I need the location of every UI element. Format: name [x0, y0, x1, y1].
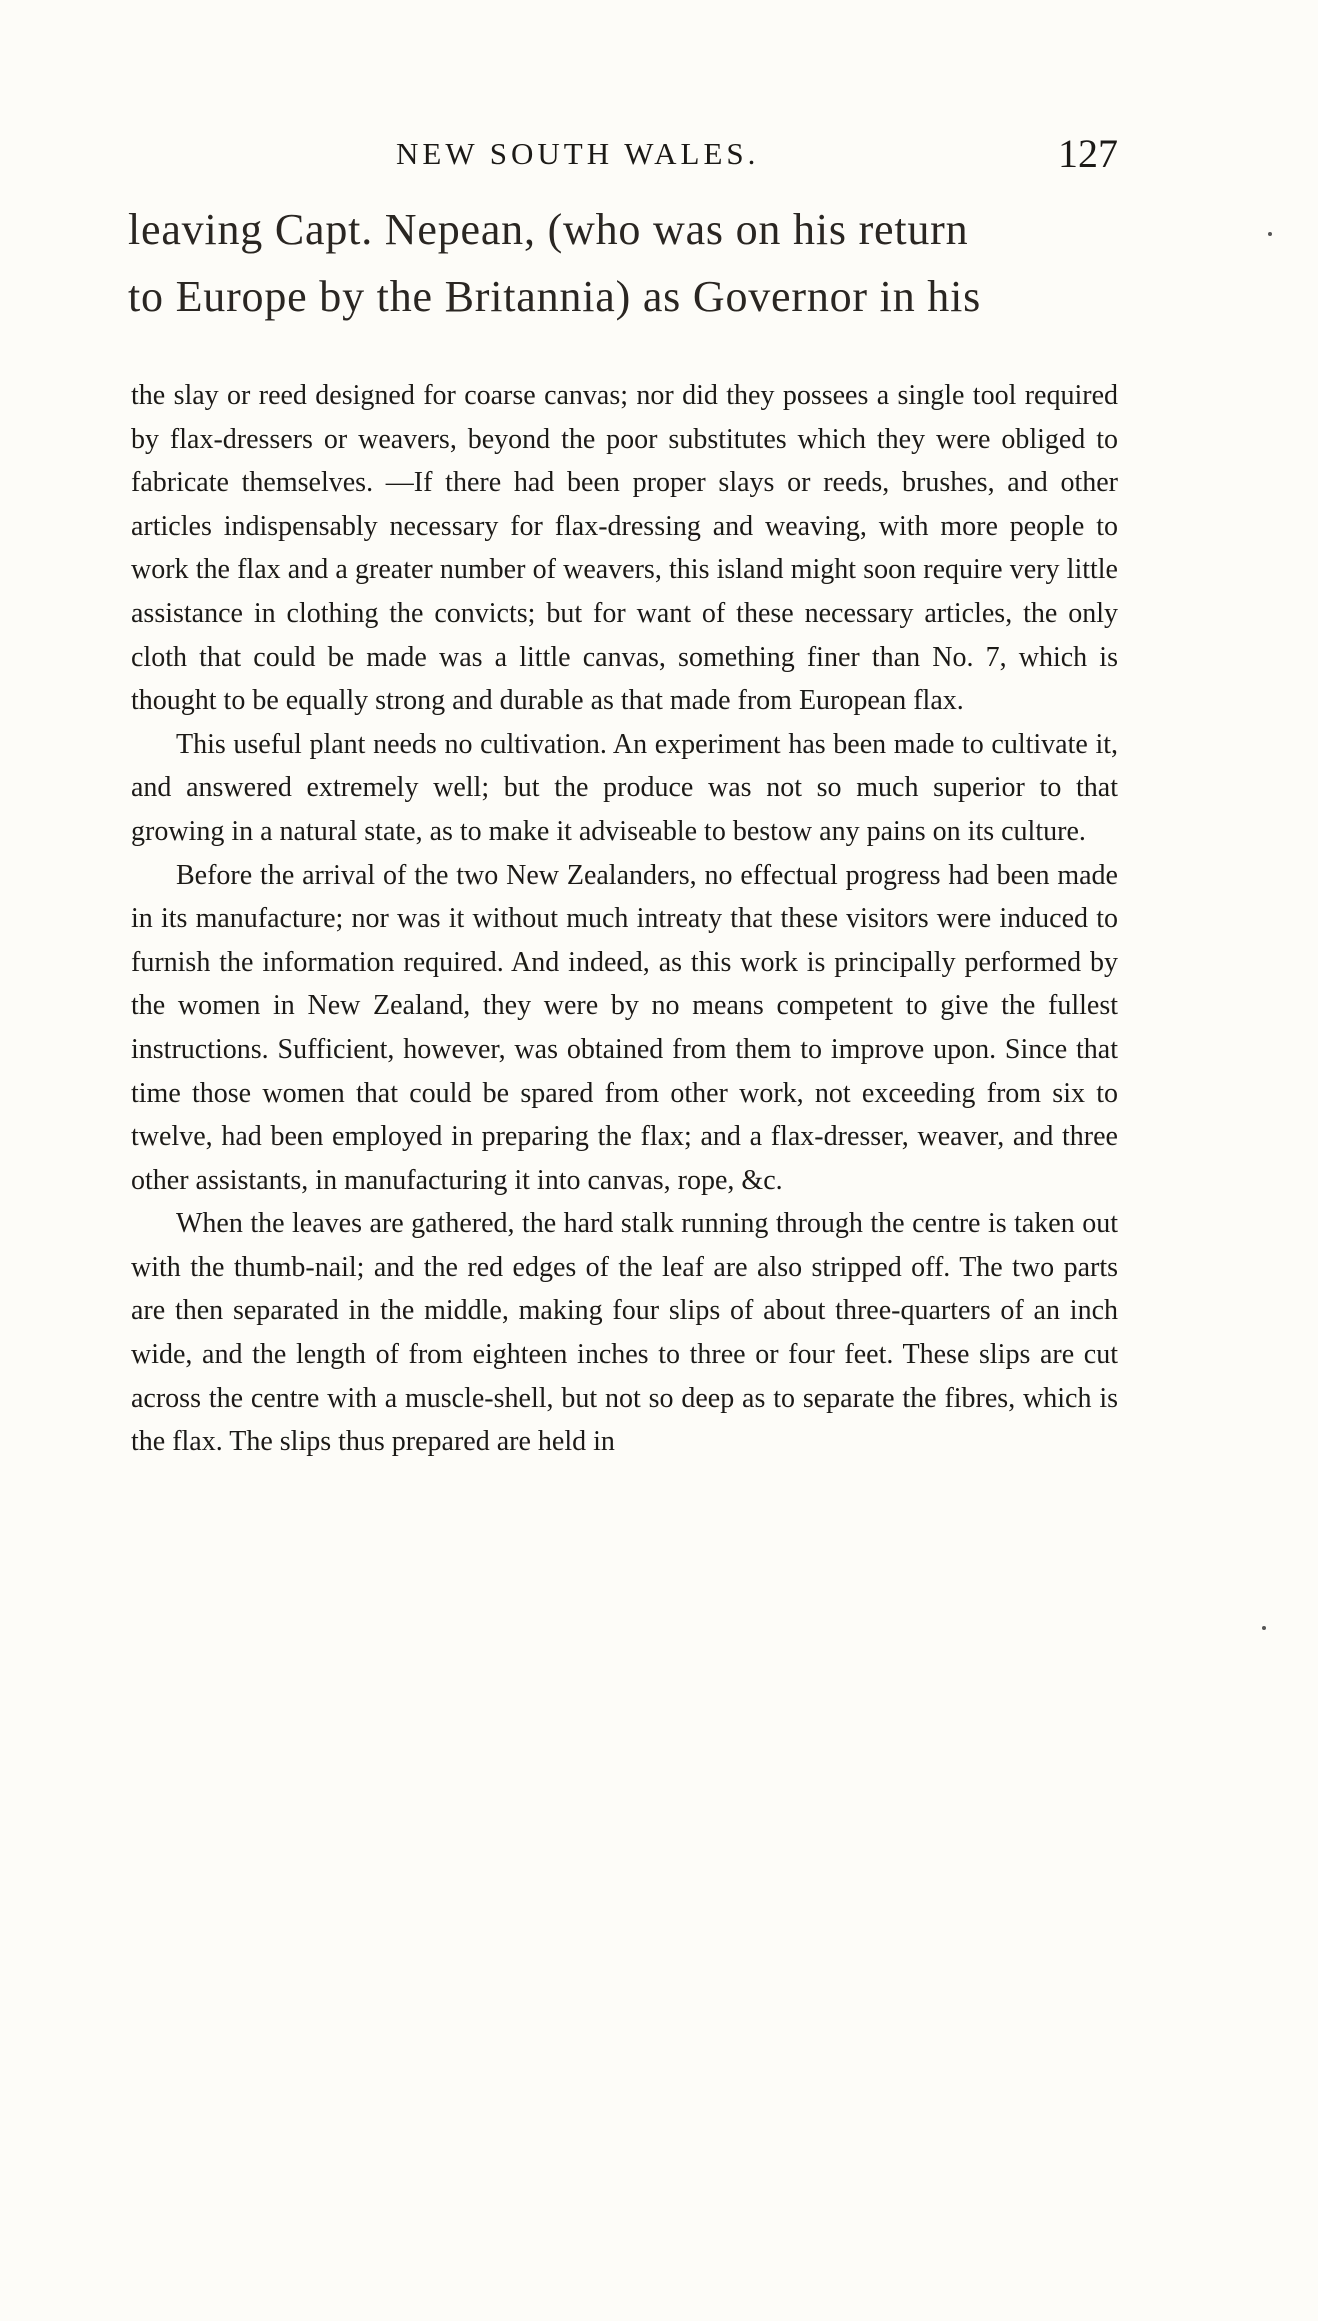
- page-header: [128, 130, 1128, 180]
- paragraph-3: Before the arrival of the two New Zealanders, no effectual progress had been made in its manufacture; nor was it without much intreaty that these visitors were induced to furnish the information required. And indeed, as this work is principally performed by the women in New Zealand, they were by no means competent to give the fullest instructions. Sufficient, however, was obtained from them to improve upon. Since that time those women that could be spared from other work, not exceeding from six to twelve, had been employed in preparing the flax; and a flax-dresser, weaver, and three other assistants, in manufacturing it into canvas, rope, &c.: [131, 859, 1118, 1196]
- margin-speck: [1262, 1626, 1266, 1630]
- page-number: 127: [1058, 131, 1118, 176]
- running-head: NEW SOUTH WALES.: [396, 136, 760, 171]
- paragraph-4: When the leaves are gathered, the hard stalk running through the centre is taken out with the thumb-nail; and the red edges of the leaf are also stripped off. The two parts are then separated in the middle, making four slips of about three-quarters of an inch wide, and the length of from eighteen inches to three or four feet. These slips are cut across the centre with a muscle-shell, but not so deep as to separate the fibres, which is the flax. The slips thus prepared are held in: [131, 1208, 1118, 1458]
- overlap-text: [128, 196, 1128, 330]
- body-text: [131, 374, 1118, 1464]
- margin-speck: [1268, 232, 1272, 236]
- overlap-line-1: leaving Capt. Nepean, (who was on his return: [128, 205, 969, 254]
- overlap-line-2: to Europe by the Britannia) as Governor in his: [128, 272, 982, 321]
- paragraph-2: This useful plant needs no cultivation. An experiment has been made to cultivate it, and answered extremely well; but the produce was not so much superior to that growing in a natural state, as to make it adviseable to bestow any pains on its culture.: [131, 728, 1118, 847]
- paragraph-1: the slay or reed designed for coarse canvas; nor did they possees a single tool required by flax-dressers or weavers, beyond the poor substitutes which they were obliged to fabricate themselves. —If there had been proper slays or reeds, brushes, and other articles indispensably necessary for flax-dressing and weaving, with more people to work the flax and a greater number of weavers, this island might soon require very little assistance in clothing the convicts; but for want of these necessary articles, the only cloth that could be made was a little canvas, something finer than No. 7, which is thought to be equally strong and durable as that made from European flax.: [131, 380, 1118, 717]
